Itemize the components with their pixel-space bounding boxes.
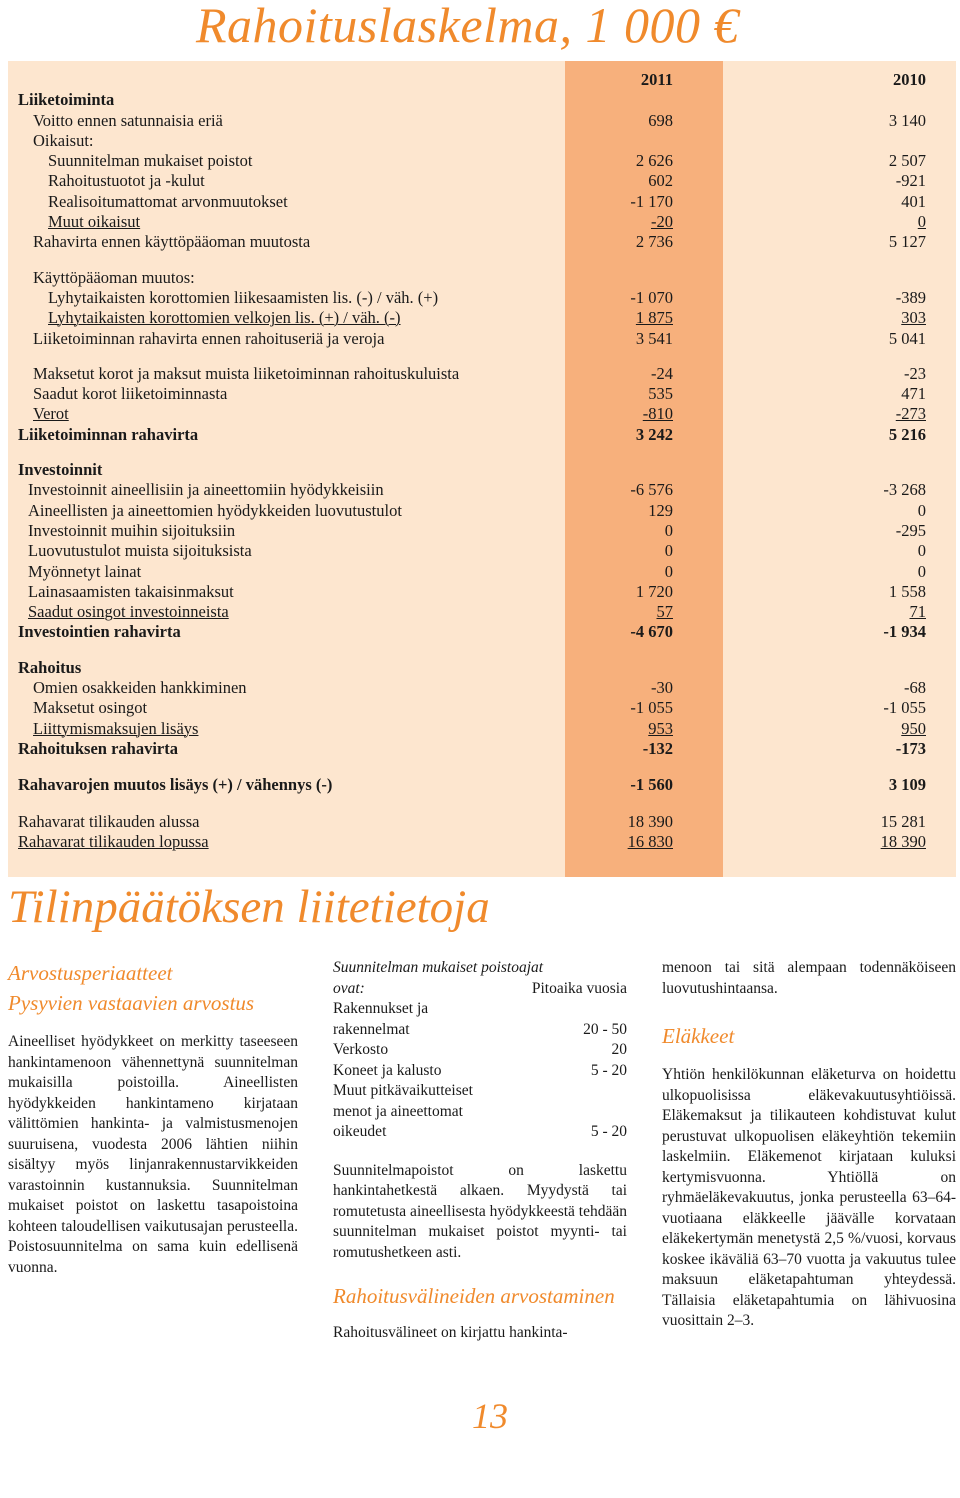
value-2011: -132 xyxy=(642,738,673,758)
asset-label: Koneet ja kalusto xyxy=(333,1061,442,1079)
table-row xyxy=(18,812,928,832)
asset-period: 5 - 20 xyxy=(590,1061,627,1079)
table-row xyxy=(18,212,928,232)
value-2011: -1 055 xyxy=(630,698,673,718)
table-row xyxy=(18,739,928,759)
value-2010: 5 041 xyxy=(888,328,926,348)
value-2011: 129 xyxy=(648,500,673,520)
table-row xyxy=(18,364,928,384)
asset-period xyxy=(508,1102,627,1123)
table-row xyxy=(18,329,928,349)
row-label: Lyhytaikaisten korottomien liikesaamisten lis. (-) / väh. (+) xyxy=(48,287,439,307)
table-row xyxy=(18,698,928,718)
table-row xyxy=(18,425,928,445)
notes-column-2 xyxy=(333,958,627,1344)
row-label: Investoinnit xyxy=(18,460,103,480)
financial-instruments-paragraph: Rahoitusvälineet on kirjattu hankinta- xyxy=(333,1324,568,1341)
table-row xyxy=(18,288,928,308)
spacer xyxy=(18,796,928,812)
spacer xyxy=(18,445,928,460)
table-row xyxy=(18,775,928,795)
value-2010: -389 xyxy=(895,287,926,307)
row-label: Lainasaamisten takaisinmaksut xyxy=(28,581,234,601)
table-row xyxy=(18,562,928,582)
row-label: Maksetut korot ja maksut muista liiketoiminnan rahoituskuluista xyxy=(33,363,460,383)
row-label: Lyhytaikaisten korottomien velkojen lis. (+) / väh. (-) xyxy=(48,308,401,328)
asset-label: Verkosto xyxy=(333,1041,389,1058)
row-label: Voitto ennen satunnaisia eriä xyxy=(33,110,223,130)
table-row xyxy=(18,151,928,171)
value-2010: 2 507 xyxy=(888,151,926,171)
row-label: Investoinnit muihin sijoituksiin xyxy=(28,520,236,540)
row-label: Saadut korot liiketoiminnasta xyxy=(33,384,228,404)
value-2011: 18 390 xyxy=(627,811,673,831)
value-2010: 950 xyxy=(901,718,926,738)
cashflow-table xyxy=(18,70,928,852)
value-2010: 5 216 xyxy=(888,424,926,444)
value-2010: -23 xyxy=(904,363,926,383)
value-2010: 3 109 xyxy=(888,775,926,795)
value-2011: -810 xyxy=(642,404,673,424)
row-label: Myönnetyt lainat xyxy=(28,561,142,581)
value-2010: 3 140 xyxy=(888,110,926,130)
header-2011: 2011 xyxy=(640,70,673,89)
asset-period: 20 xyxy=(611,1041,627,1058)
row-label: Investointien rahavirta xyxy=(18,622,181,642)
table-row xyxy=(333,1081,627,1102)
value-2011: -1 070 xyxy=(630,287,673,307)
spacer xyxy=(18,643,928,658)
page-title: Rahoituslaskelma, 1 000 € xyxy=(196,0,740,53)
row-label: Omien osakkeiden hankkiminen xyxy=(33,678,247,698)
value-2010: -921 xyxy=(895,171,926,191)
row-label: Rahoituksen rahavirta xyxy=(18,738,178,758)
row-label: Oikaisut: xyxy=(33,130,94,150)
table-row xyxy=(18,171,928,191)
asset-label: Muut pitkävaikutteiset xyxy=(333,1082,473,1099)
value-2010: 0 xyxy=(917,541,926,561)
row-label: Liiketoiminnan rahavirta ennen rahoituseriä ja veroja xyxy=(33,328,385,348)
fixed-assets-heading: Pysyvien vastaavien arvostus xyxy=(8,991,255,1015)
row-label: Luovutustulot muista sijoituksista xyxy=(28,541,252,561)
value-2010: -295 xyxy=(895,520,926,540)
value-2010: 71 xyxy=(909,602,926,622)
row-label: Aineellisten ja aineettomien hyödykkeiden luovutustulot xyxy=(28,500,402,520)
asset-period xyxy=(508,999,627,1020)
table-row xyxy=(333,999,627,1020)
value-2010: -173 xyxy=(895,738,926,758)
value-2010: 18 390 xyxy=(880,831,926,851)
value-2011: 16 830 xyxy=(627,831,673,851)
table-row xyxy=(18,90,928,110)
depreciation-intro-2: ovat: xyxy=(333,979,365,997)
value-2011: 0 xyxy=(664,541,673,561)
value-2010: 471 xyxy=(901,384,926,404)
value-2011: 0 xyxy=(664,561,673,581)
table-row xyxy=(333,1061,627,1082)
value-2011: -1 560 xyxy=(630,775,673,795)
row-label: Verot xyxy=(33,404,69,424)
value-2011: 1 720 xyxy=(635,581,673,601)
value-2011: -1 170 xyxy=(630,191,673,211)
pensions-paragraph: Yhtiön henkilökunnan eläketurva on hoidettu ulkopuolisissa eläkevakuutusyhtiöissä. Eläkemaksut ja tilikauteen kohdistuvat kulut perustuvat ulkopuolisen eläkeyhtiön tekemiin laskelmiin. Eläkemenot kirjataan kuluksi kertymisvuonna. Yhtiöllä on ryhmäeläkevakuutus, jonka perusteella 63–64-vuotiaana eläkkeelle jäävälle korvataan eläkekertymän menetystä 2,5 %/vuosi, korvaus koskee ikäväliä 63–70 vuotta ja vakuutus tulee maksuun eläketapahtuman yhteydessä. Tällaisia eläketapahtumia on lähivuosina vuosittain 2–3. xyxy=(662,1066,956,1329)
asset-label: oikeudet xyxy=(333,1123,387,1140)
header-2010: 2010 xyxy=(893,70,926,89)
table-row xyxy=(18,658,928,678)
row-label: Liittymismaksujen lisäys xyxy=(33,718,199,738)
row-label: Rahavarat tilikauden alussa xyxy=(18,811,200,831)
value-2010: 303 xyxy=(901,308,926,328)
value-2011: -4 670 xyxy=(630,622,673,642)
row-label: Investoinnit aineellisiin ja aineettomiin hyödykkeisiin xyxy=(28,480,384,500)
spacer xyxy=(18,349,928,364)
row-label: Suunnitelman mukaiset poistot xyxy=(48,151,253,171)
notes-section-title: Tilinpäätöksen liitetietoja xyxy=(8,881,490,933)
spacer xyxy=(18,253,928,268)
row-label: Rahoitustuotot ja -kulut xyxy=(48,171,205,191)
value-2011: 1 875 xyxy=(635,308,673,328)
value-2010: 15 281 xyxy=(880,811,926,831)
value-2011: 698 xyxy=(648,110,673,130)
fixed-assets-paragraph: Aineelliset hyödykkeet on merkitty taseeseen hankintamenoon vähennettynä suunnitelman mukaisilla poistoilla. Aineellisten hyödykkeiden hankintameno kirjataan välittömien hankinta- ja valmistusmenojen suuruisena, vuodesta 2006 lähtien niihin sisältyy myös linjanrakennustarvikkeiden varastoinnin kustannuksia. Suunnitelman mukaiset poistot on laskettu tasapoistoina kohteen taloudellisen vaikutusajan perusteella. Poistosuunnitelma on sama kuin edellisenä vuonna. xyxy=(8,1033,298,1276)
row-label: Rahoitus xyxy=(18,657,82,677)
row-label: Saadut osingot investoinneista xyxy=(28,602,229,622)
row-label: Rahavarat tilikauden lopussa xyxy=(18,831,209,851)
depreciation-intro: Suunnitelman mukaiset poistoajat xyxy=(333,959,544,976)
table-row xyxy=(18,111,928,131)
value-2011: -24 xyxy=(651,363,673,383)
table-row xyxy=(18,268,928,288)
value-2010: -273 xyxy=(895,404,926,424)
row-label: Rahavarojen muutos lisäys (+) / vähennys (-) xyxy=(18,775,333,795)
asset-label: Rakennukset ja xyxy=(333,1000,429,1017)
depreciation-table xyxy=(333,979,627,1143)
value-2010: 5 127 xyxy=(888,232,926,252)
table-row xyxy=(18,460,928,480)
table-row xyxy=(18,480,928,500)
notes-column-3 xyxy=(662,958,956,1332)
table-row xyxy=(333,979,627,1000)
value-2011: 0 xyxy=(664,520,673,540)
value-2011: 953 xyxy=(648,718,673,738)
value-2010: -3 268 xyxy=(883,480,926,500)
table-header-row xyxy=(18,70,928,90)
table-row xyxy=(333,1020,627,1041)
value-2011: 3 541 xyxy=(635,328,673,348)
row-label: Rahavirta ennen käyttöpääoman muutosta xyxy=(33,232,311,252)
table-row xyxy=(18,232,928,252)
asset-period: 20 - 50 xyxy=(583,1020,627,1038)
table-row xyxy=(18,308,928,328)
table-row xyxy=(18,131,928,151)
table-row xyxy=(18,541,928,561)
table-row xyxy=(18,622,928,642)
value-2010: -1 055 xyxy=(883,698,926,718)
table-row xyxy=(18,678,928,698)
table-row xyxy=(18,384,928,404)
table-row xyxy=(18,192,928,212)
value-2011: 2 736 xyxy=(635,232,673,252)
value-2011: 535 xyxy=(648,384,673,404)
value-2010: 0 xyxy=(917,212,926,232)
page-number: 13 xyxy=(472,1396,508,1436)
depreciation-column-header: Pitoaika vuosia xyxy=(531,979,627,997)
table-row xyxy=(18,521,928,541)
row-label: Realisoitumattomat arvonmuutokset xyxy=(48,191,288,211)
table-row xyxy=(333,1122,627,1143)
table-row xyxy=(18,501,928,521)
asset-label: menot ja aineettomat xyxy=(333,1102,463,1120)
value-2010: -68 xyxy=(904,678,926,698)
pensions-heading: Eläkkeet xyxy=(662,1024,735,1048)
asset-period: 5 - 20 xyxy=(590,1123,627,1140)
value-2011: -6 576 xyxy=(630,480,673,500)
asset-label: rakennelmat xyxy=(333,1020,410,1038)
financial-instruments-continued: menoon tai sitä alempaan todennäköiseen luovutushintaansa. xyxy=(662,959,956,997)
asset-period xyxy=(508,1081,627,1102)
table-row xyxy=(18,832,928,852)
value-2011: 57 xyxy=(656,602,673,622)
value-2011: 3 242 xyxy=(635,424,673,444)
table-row xyxy=(18,719,928,739)
value-2010: -1 934 xyxy=(883,622,926,642)
spacer xyxy=(18,759,928,775)
value-2011: 2 626 xyxy=(635,151,673,171)
row-label: Muut oikaisut xyxy=(48,212,141,232)
value-2010: 0 xyxy=(917,561,926,581)
value-2010: 1 558 xyxy=(888,581,926,601)
financial-instruments-heading: Rahoitusvälineiden arvostaminen xyxy=(333,1284,615,1308)
value-2010: 0 xyxy=(917,500,926,520)
table-row xyxy=(333,1102,627,1123)
table-row xyxy=(18,404,928,424)
row-label: Liiketoiminta xyxy=(18,90,115,110)
row-label: Maksetut osingot xyxy=(33,698,148,718)
table-row xyxy=(18,582,928,602)
value-2011: -30 xyxy=(651,678,673,698)
depreciation-paragraph: Suunnitelmapoistot on laskettu hankintahetkestä alkaen. Myydystä tai romutetusta aineellisesta hyödykkeestä tehdään suunnitelman mukaiset poistot myynti- tai romutushetkeen asti. xyxy=(333,1161,627,1261)
table-row xyxy=(333,1040,627,1061)
value-2011: 602 xyxy=(648,171,673,191)
notes-column-1 xyxy=(8,958,298,1278)
valuation-principles-heading: Arvostusperiaatteet xyxy=(8,961,173,985)
row-label: Käyttöpääoman muutos: xyxy=(33,267,195,287)
value-2010: 401 xyxy=(901,191,926,211)
value-2011: -20 xyxy=(651,212,673,232)
table-row xyxy=(18,602,928,622)
row-label: Liiketoiminnan rahavirta xyxy=(18,424,199,444)
